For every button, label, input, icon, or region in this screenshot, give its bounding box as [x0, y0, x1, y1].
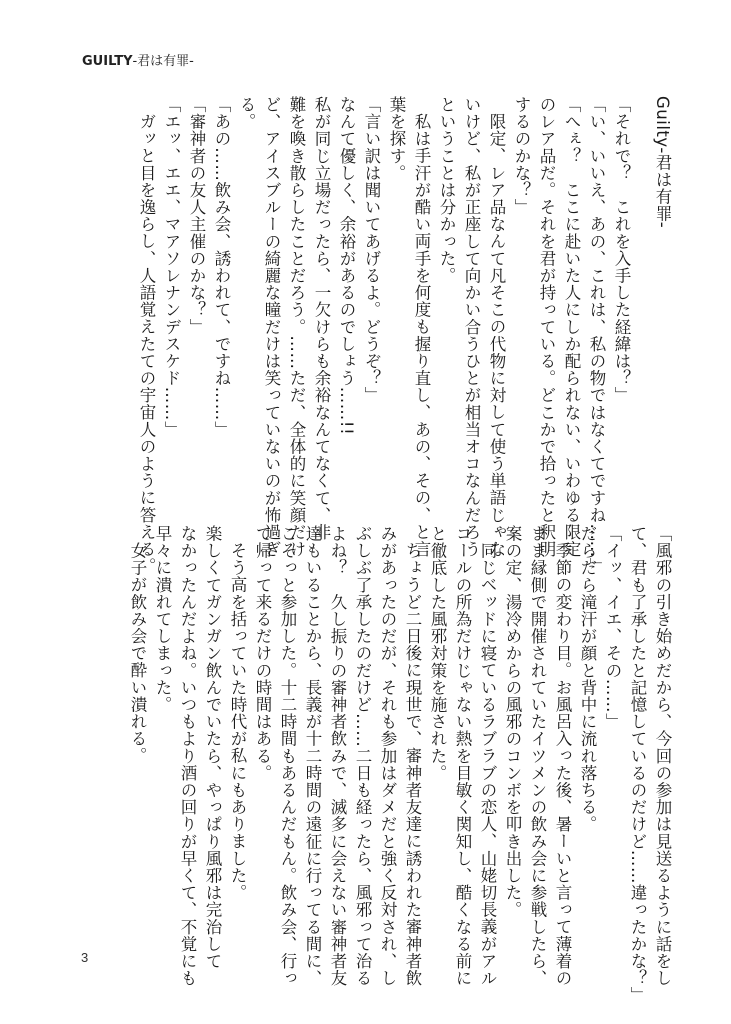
text-line: 葉を探す。 [387, 96, 406, 182]
text-line: なんて優しく、余裕があるのでしょう……!! [337, 96, 356, 436]
text-line: ガッと目を逸らし、人語覚えたての宇宙人のように答える。 [137, 112, 156, 575]
text-line: 季節の変わり目。お風呂入った後、暑ーいと言って薄着の [553, 541, 572, 987]
text-line: 「へぇ？ ここに赴いた人にしか配られない、いわゆる限定 [562, 96, 581, 558]
text-line: 「言い訳は聞いてあげるよ。どうぞ？」 [362, 96, 381, 404]
bottom-text-tier [125, 525, 675, 1004]
text-line: 楽しくてガンガン飲んでいたら、やっぱり風邪は完治して [203, 525, 222, 970]
text-line: 女子が飲み会で酔い潰れる。 [128, 541, 147, 764]
chapter-title: Guilty-君は有罪- [653, 96, 672, 229]
text-line: 「エッ、エエ、マアソレナンデスケド……」 [162, 96, 181, 438]
text-line: 「風邪の引き始めだから、今回の参加は見送るように話をし [653, 525, 672, 987]
text-line: こそっと参加した。十二時間もあるんだもん。飲み会、行っ [278, 525, 297, 987]
text-line: 早々に潰れてしまった。 [153, 525, 172, 714]
text-line: る。 [237, 96, 256, 131]
text-line: 「あの……飲み会、誘われて、ですね……」 [212, 96, 231, 438]
text-line: 「審神者の友人主催のかな？」 [187, 96, 206, 336]
text-line: まま縁側で開催されていたイツメンの飲み会に参戦したら、 [528, 525, 547, 987]
text-line: て帰って来るだけの時間はある。 [253, 525, 272, 782]
text-line: だらだら滝汗が顔と背中に流れ落ちる。 [578, 525, 597, 833]
running-header-latin: GUILTY [82, 54, 133, 69]
text-line: ぶしぶ了承したのだけど……二日も経ったら、風邪って治る [353, 525, 372, 987]
text-line: 私が同じ立場だったら、一欠けらも余裕なんてなくて、非 [312, 96, 331, 541]
text-line: 限定、レア品なんて凡そこの代物に対して使う単語じゃな [487, 112, 506, 558]
text-line: 同じベッドに寝ているラブラブの恋人、山姥切長義がアル [478, 541, 497, 987]
text-line: 達もいることから、長義が十二時間の遠征に行ってる間に、 [303, 525, 322, 987]
text-line: いけど、私が正座して向かい合うひとが相当オコなんだろう [462, 96, 481, 558]
text-line: のレア品だ。それを君が持っている。どこかで拾ったと釈明 [537, 96, 556, 558]
text-line: 「それで？ これを入手した経緯は？」 [612, 96, 631, 404]
text-line: 難を喚き散らしたことだろう。……ただ、全体的に笑顔だけ [287, 96, 306, 558]
text-line: ど、アイスブルーの綺麗な瞳だけは笑っていないのが怖過ぎ [262, 96, 281, 558]
text-line: するのかな？」 [512, 96, 531, 216]
running-header [82, 50, 194, 69]
text-line: て、君も了承したと記憶しているのだけど……違ったかな？」 [628, 525, 647, 1004]
text-line: コールの所為だけじゃない熱を目敏く関知し、酷くなる前に [453, 525, 472, 987]
running-header-subtitle: -君は有罪- [132, 54, 194, 69]
text-line: よね？ 久し振りの審神者飲みで、滅多に会えない審神者友 [328, 525, 347, 987]
text-line: と徹底した風邪対策を施された。 [428, 525, 447, 782]
text-line: 「イッ、イエ、その……」 [603, 525, 622, 731]
text-line: ということは分かった。 [437, 96, 456, 285]
text-line: ちょうど二日後に現世で、審神者友達に誘われた審神者飲 [403, 541, 422, 987]
top-text-tier [134, 96, 675, 575]
text-line: なかったんだよね。いつもより酒の回りが早くて、不覚にも [178, 525, 197, 987]
text-line: 「い、いいえ、あの、これは、私の物ではなくてですね……」 [587, 96, 606, 575]
text-line: みがあったのだが、それも参加はダメだと強く反対され、し [378, 525, 397, 987]
text-line: 案の定、湯冷めからの風邪のコンボを叩き出した。 [503, 525, 522, 919]
text-line: 私は手汗が酷い両手を何度も握り直し、あの、その、と言 [412, 112, 431, 558]
page-number: 3 [81, 950, 89, 965]
text-line: そう高を括っていた時代が私にもありました。 [228, 541, 247, 901]
